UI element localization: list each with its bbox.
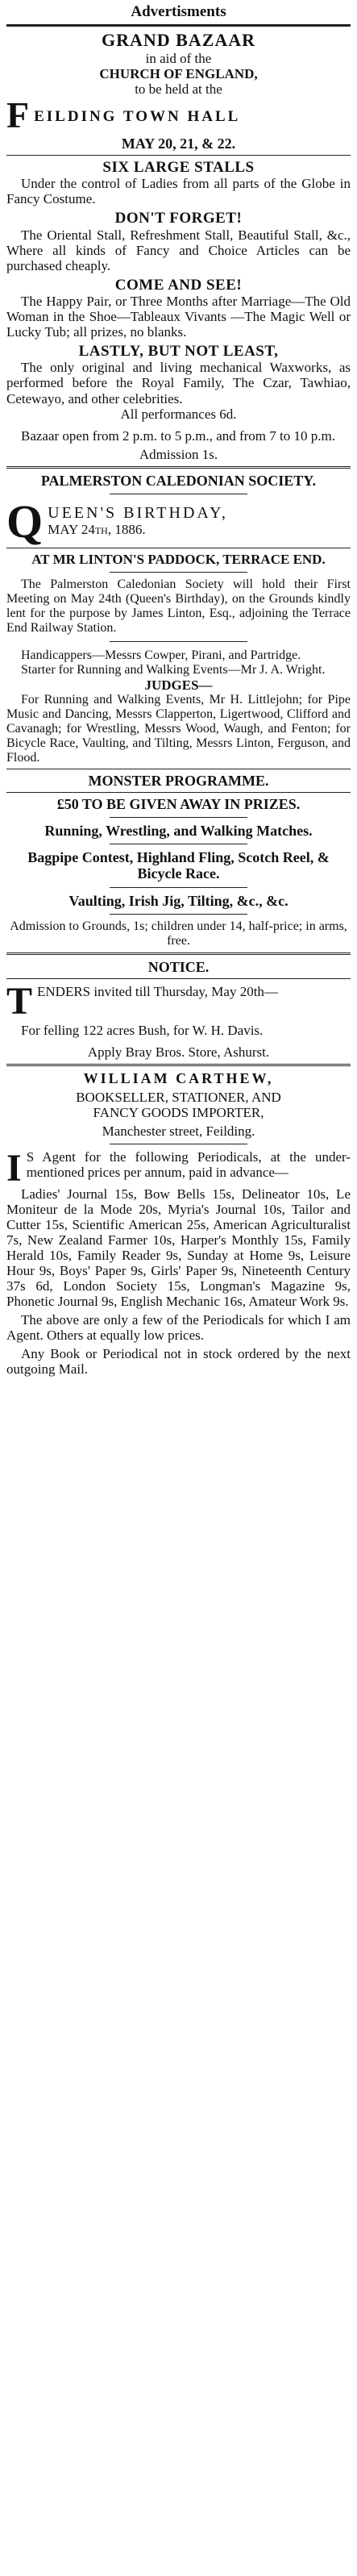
periodical-list: Ladies' Journal 15s, Bow Bells 15s, Delineator 10s, Le Moniteur de la Mode 20s, Myria's Journal 10s, Tailor and Cutter 15s, Scientific American 25s, American Agriculturalist 7s, New Zealand Farmer 10s, Harper's Monthly 15s, Family Herald 10s, Family Reader 9s, Sunday at Home 9s, Leisure Hour 9s, Boys' Paper 9s, Girls' Paper 9s, Nineteenth Century 37s 6d, London Society 15s, Longman's Magazine 9s, Phonetic Journal 9s, English Mechanic 16s, Amateur Work 9s.: [6, 1186, 351, 1310]
bazaar-admission: Admission 1s.: [139, 446, 218, 462]
few-text: The above are only a few of the Periodicals for which I am Agent. Others at equally low prices.: [6, 1312, 351, 1344]
carthew-trade-2: FANCY GOODS IMPORTER,: [93, 1104, 264, 1120]
divider: [6, 952, 351, 955]
divider: [110, 817, 247, 818]
caledonian-admission: Admission to Grounds, 1s; children under 14, half-price; in arms, free.: [10, 919, 347, 948]
column-title: Advertisments: [131, 3, 226, 20]
stock-text: Any Book or Periodical not in stock ordered by the next outgoing Mail.: [6, 1346, 351, 1378]
bazaar-title: GRAND BAZAAR: [101, 30, 256, 51]
dropcap: F: [6, 94, 30, 135]
judges-heading: JUDGES—: [144, 677, 213, 694]
divider: [6, 24, 351, 27]
divider: [6, 792, 351, 793]
come-text: The Happy Pair, or Three Months after Marriage—The Old Woman in the Shoe—Tableaux Vivants —The Magic Well or Lucky Tub; all prizes, no blanks.: [6, 294, 351, 340]
handicappers: Handicappers—Messrs Cowper, Pirani, and Partridge.: [21, 648, 301, 663]
bazaar-hall: EILDING TOWN HALL: [34, 107, 241, 125]
stalls-text: Under the control of Ladies from all parts of the Globe in Fancy Costume.: [6, 176, 351, 207]
divider: [110, 887, 247, 888]
birthday-date: MAY 24th, 1886.: [48, 522, 146, 538]
forget-text: The Oriental Stall, Refreshment Stall, Beautiful Stall, &c., Where all kinds of Fancy and Choice Articles can be purchased cheaply.: [6, 227, 351, 273]
bazaar-venue: [6, 94, 351, 135]
tenders-block: [6, 979, 351, 1023]
bazaar-dates: MAY 20, 21, & 22.: [121, 135, 236, 152]
monster-heading: MONSTER PROGRAMME.: [88, 772, 269, 789]
starter: Starter for Running and Walking Events—Mr J. A. Wright.: [21, 663, 326, 677]
divider: [110, 641, 247, 642]
last-text: The only original and living mechanical Waxworks, as performed before the Royal Family, The Czar, Tawhiao, Cetewayo, and other celebrities.: [6, 360, 351, 406]
carthew-address: Manchester street, Feilding.: [102, 1123, 255, 1140]
stalls-heading: SIX LARGE STALLS: [102, 159, 255, 177]
meeting-text: The Palmerston Caledonian Society will hold their First Meeting on May 24th (Queen's Birthday), on the Grounds kindly lent for the purpose by James Linton, Esq., adjoining the Terrace End Railway Station.: [6, 577, 351, 635]
agent-intro-text: S Agent for the following Periodicals, at the under-mentioned prices per annum, paid in advance—: [26, 1149, 351, 1181]
dropcap: Q: [6, 494, 44, 548]
carthew-trade-1: BOOKSELLER, STATIONER, AND: [76, 1089, 281, 1105]
caledonian-advert: [6, 473, 351, 948]
birthday-title: UEEN'S BIRTHDAY,: [48, 503, 228, 522]
forget-heading: DON'T FORGET!: [114, 210, 243, 227]
divider: [6, 466, 351, 469]
divider: [6, 155, 351, 156]
dropcap: T: [6, 979, 33, 1023]
judges-text: For Running and Walking Events, Mr H. Littlejohn; for Pipe Music and Dancing, Messrs Clapperton, Ligertwood, Clifford and Cavanagh; for Wrestling, Messrs Wood, Waugh, and Fenton; for Bicycle Race, Vaulting, and Tilting, Messrs Linton, Ferguson, and Flood.: [6, 693, 351, 765]
apply-text: Apply Bray Bros. Store, Ashurst.: [87, 1044, 270, 1060]
birthday-block: [6, 494, 351, 548]
divider: [110, 572, 247, 573]
carthew-advert: [6, 1070, 351, 1378]
divider: [110, 914, 247, 915]
tenders-text: ENDERS invited till Thursday, May 20th—: [37, 983, 278, 999]
notice-advert: [6, 959, 351, 1060]
bazaar-line1: in aid of the: [145, 50, 212, 66]
caledonian-title: PALMERSTON CALEDONIAN SOCIETY.: [40, 472, 317, 489]
agent-intro: [6, 1147, 351, 1190]
notice-title: NOTICE.: [147, 958, 210, 975]
venue: AT MR LINTON'S PADDOCK, TERRACE END.: [31, 551, 326, 567]
come-heading: COME AND SEE!: [114, 276, 243, 294]
bazaar-line2: CHURCH OF ENGLAND,: [99, 65, 258, 81]
carthew-name: WILLIAM CARTHEW,: [83, 1069, 274, 1086]
events-2: Bagpipe Contest, Highland Fling, Scotch Reel, & Bicycle Race.: [27, 849, 330, 882]
felling-text: For felling 122 acres Bush, for W. H. Davis.: [21, 1022, 264, 1038]
dropcap: I: [6, 1147, 22, 1190]
divider: [6, 1064, 351, 1066]
prizes-heading: £50 TO BE GIVEN AWAY IN PRIZES.: [56, 795, 301, 812]
events-1: Running, Wrestling, and Walking Matches.: [44, 823, 313, 840]
bazaar-line3: to be held at the: [135, 81, 222, 97]
divider: [6, 978, 351, 979]
events-3: Vaulting, Irish Jig, Tilting, &c., &c.: [68, 892, 289, 909]
performances: All performances 6d.: [120, 406, 237, 422]
last-heading: LASTLY, BUT NOT LEAST,: [78, 343, 279, 361]
open-text: Bazaar open from 2 p.m. to 5 p.m., and from 7 to 10 p.m.: [21, 427, 335, 444]
bazaar-advert: [6, 31, 351, 461]
